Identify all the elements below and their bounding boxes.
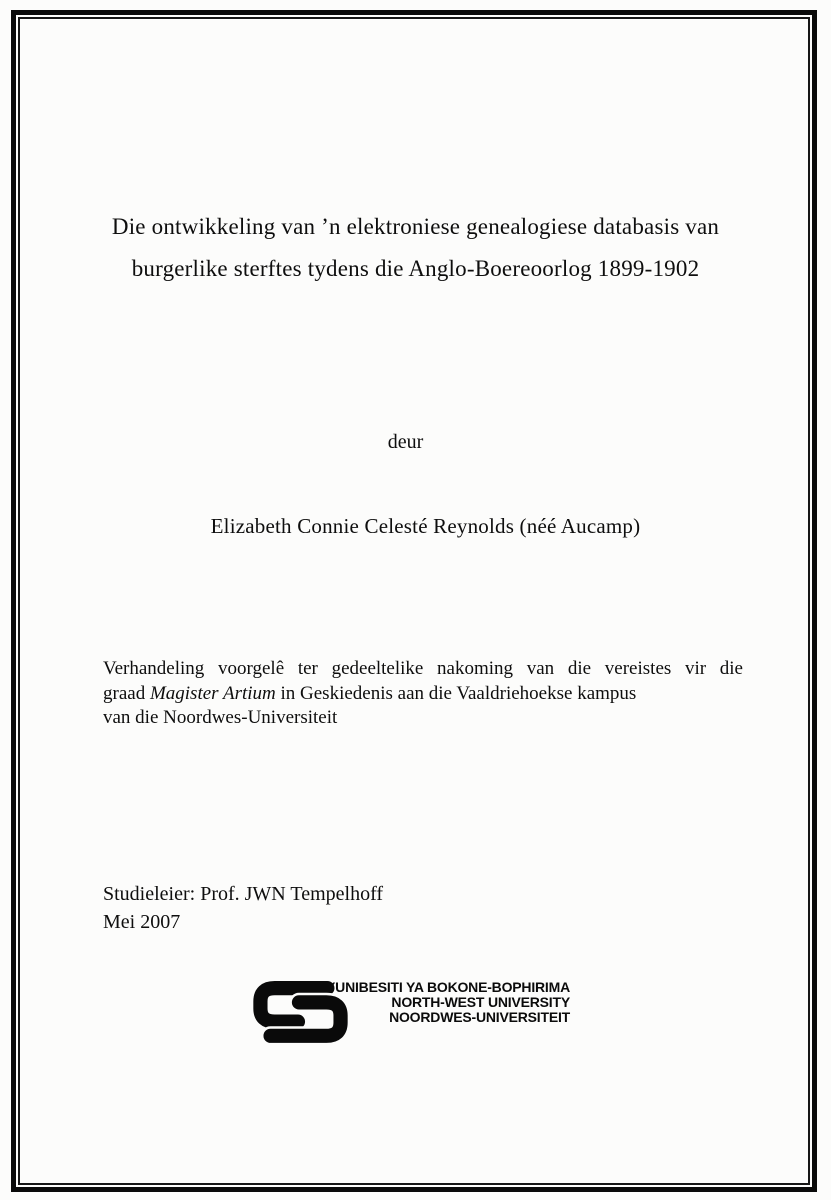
supervisor-line: Studieleier: Prof. JWN Tempelhoff <box>103 883 384 905</box>
logo-line-setswana: YUNIBESITI YA BOKONE-BOPHIRIMA <box>326 979 570 995</box>
degree-statement-line-2-suffix: in Geskiedenis aan die Vaaldriehoekse kampus <box>275 682 637 704</box>
thesis-title-line-2: burgerlike sterftes tydens die Anglo-Boereoorlog 1899-1902 <box>131 256 700 281</box>
degree-statement-line-2-prefix: graad <box>103 682 150 704</box>
author-name: Elizabeth Connie Celesté Reynolds (néé Aucamp) <box>210 514 641 538</box>
supervisor-block <box>103 880 383 936</box>
degree-name: Magister Artium <box>149 682 276 704</box>
thesis-title <box>60 206 771 290</box>
degree-statement-line-1: Verhandeling voorgelê ter gedeeltelike nakoming van die vereistes vir die <box>103 658 743 679</box>
degree-statement-line-2 <box>103 682 743 707</box>
byline: deur <box>387 431 424 453</box>
date-line: Mei 2007 <box>103 911 181 933</box>
logo-line-afrikaans: NOORDWES-UNIVERSITEIT <box>389 1009 570 1025</box>
thesis-title-line-1: Die ontwikkeling van ’n elektroniese genealogiese databasis van <box>111 214 720 239</box>
nwu-logo-wordmark <box>316 980 570 1025</box>
logo-line-english: NORTH-WEST UNIVERSITY <box>391 994 570 1010</box>
degree-statement-line-3: van die Noordwes-Universiteit <box>103 707 338 728</box>
degree-statement <box>103 657 743 731</box>
nwu-logo <box>250 977 580 1052</box>
